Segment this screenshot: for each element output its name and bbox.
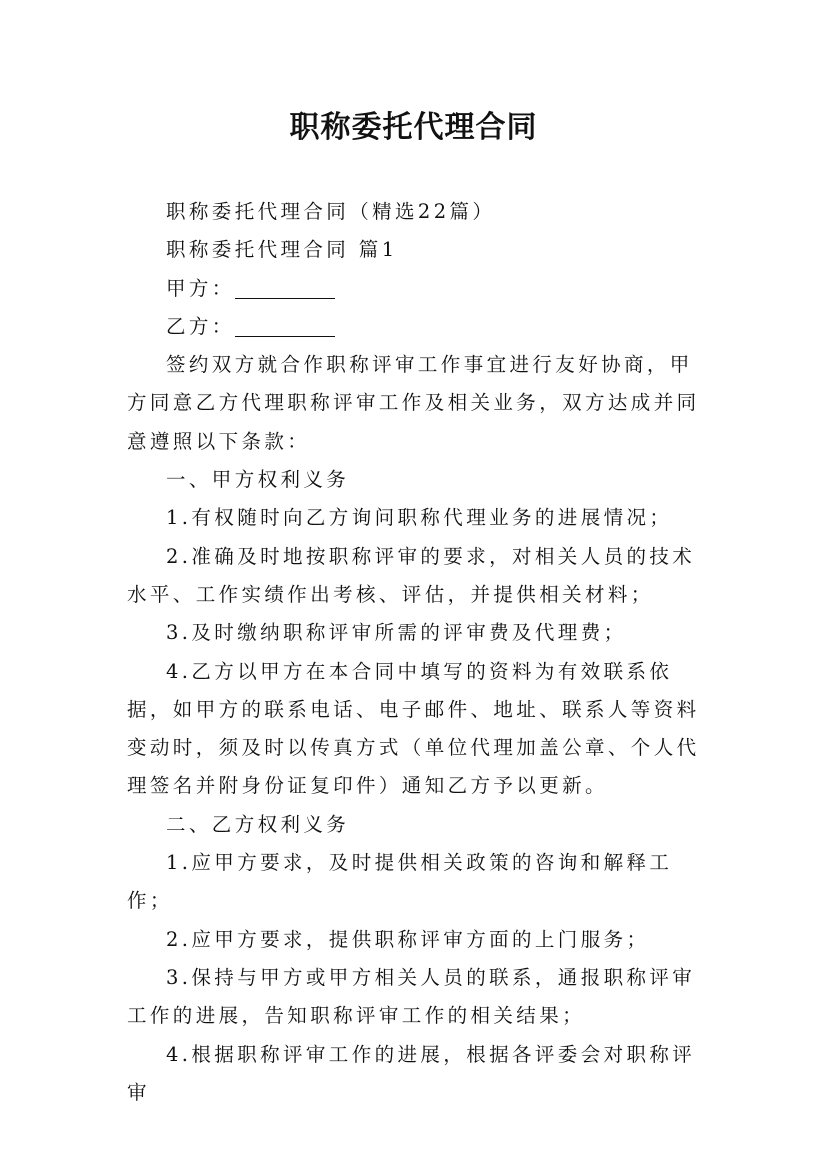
party-b-line — [127, 308, 705, 346]
clause-b-3: 3.保持与甲方或甲方相关人员的联系，通报职称评审工作的进展，告知职称评审工作的相关结果； — [127, 965, 696, 1028]
clause-a-4: 4.乙方以甲方在本合同中填写的资料为有效联系依据，如甲方的联系电话、电子邮件、地址、联系人等资料变动时，须及时以传真方式（单位代理加盖公章、个人代理签名并附身份证复印件）通知乙方予以更新。 — [127, 659, 700, 798]
clause-a-1: 1.有权随时向乙方询问职称代理业务的进展情况； — [166, 506, 673, 530]
section-heading-party-a: 一、甲方权利义务 — [166, 468, 350, 492]
clause-a-3: 3.及时缴纳职称评审所需的评审费及代理费； — [166, 621, 627, 645]
clause-a-2: 2.准确及时地按职称评审的要求，对相关人员的技术水平、工作实绩作出考核、评估，并提供相关材料； — [127, 544, 696, 606]
party-a-label: 甲方： — [166, 276, 235, 300]
clause-b-4: 4.根据职称评审工作的进展，根据各评委会对职称评审 — [127, 1042, 696, 1104]
document-title: 职称委托代理合同 — [289, 110, 538, 145]
document-body — [127, 193, 705, 1112]
paragraph-intro: 签约双方就合作职称评审工作事宜进行友好协商，甲方同意乙方代理职称评审工作及相关业务，双方达成并同意遵照以下条款： — [127, 353, 700, 453]
party-b-blank — [235, 314, 335, 337]
section-heading-party-b: 二、乙方权利义务 — [166, 812, 350, 836]
chapter-heading: 职称委托代理合同 篇1 — [166, 238, 398, 262]
document-subtitle: 职称委托代理合同（精选22篇） — [166, 200, 496, 223]
party-b-label: 乙方： — [166, 314, 235, 338]
clause-b-1: 1.应甲方要求，及时提供相关政策的咨询和解释工作； — [127, 851, 673, 913]
party-a-line — [127, 270, 705, 308]
clause-b-2: 2.应甲方要求，提供职称评审方面的上门服务； — [166, 927, 650, 951]
party-a-blank — [235, 276, 335, 299]
